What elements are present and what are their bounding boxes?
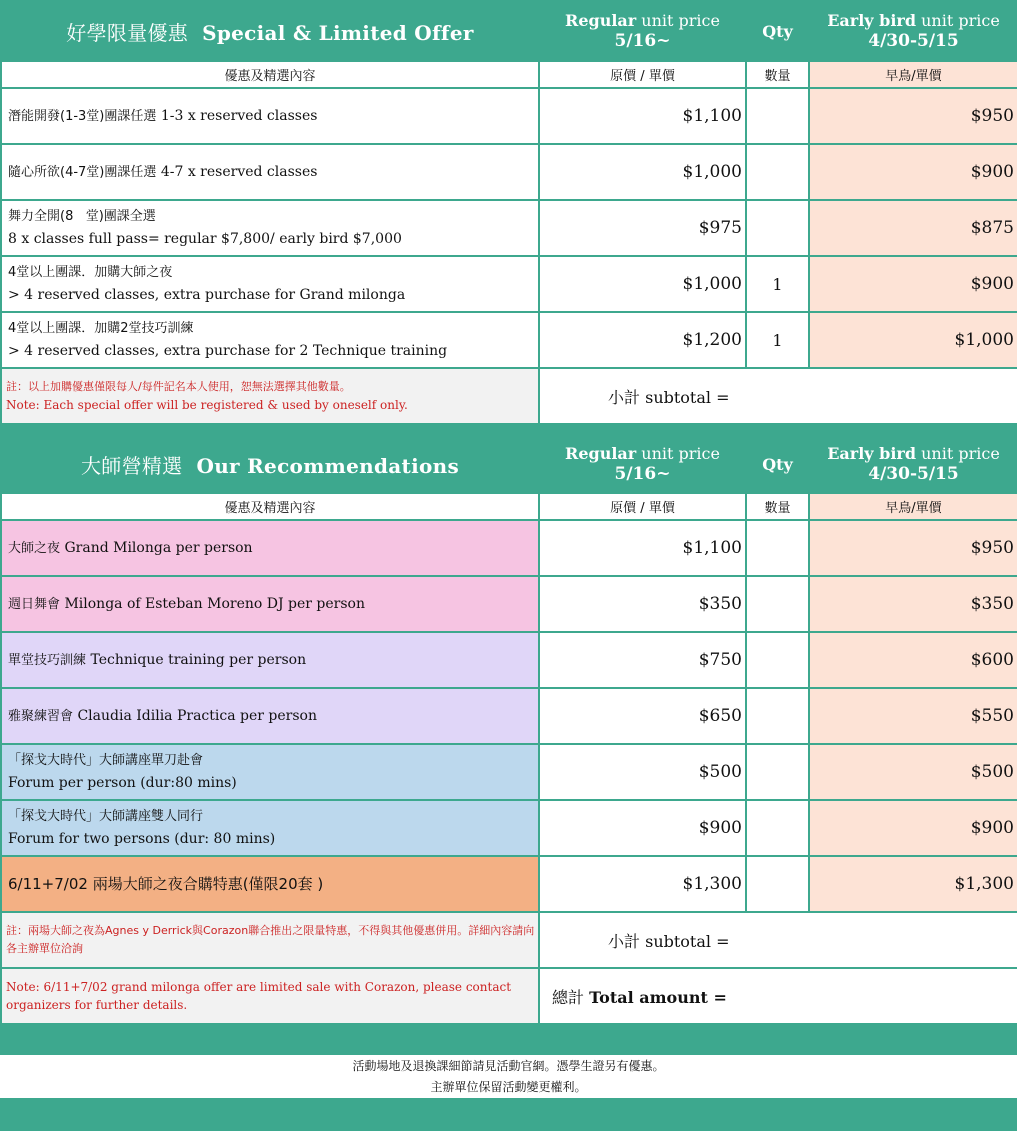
item-name-en: Milonga of Esteban Moreno DJ per person [60, 595, 365, 612]
item-name [1, 88, 539, 144]
offer-row [1, 520, 1017, 576]
early-bird-label: Early bird [827, 11, 917, 30]
item-name-en: Grand Milonga per person [60, 539, 253, 556]
qty-cell[interactable] [746, 200, 809, 256]
subheader-qty: 數量 [746, 493, 809, 520]
regular-price: $650 [539, 688, 746, 744]
offer-row [1, 312, 1017, 368]
early-bird-header [809, 1, 1017, 61]
regular-price: $750 [539, 632, 746, 688]
offer-row [1, 688, 1017, 744]
qty-cell[interactable] [746, 632, 809, 688]
item-name-zh: 大師之夜 [8, 540, 61, 556]
item-name [1, 576, 539, 632]
early-bird-price: $875 [809, 200, 1017, 256]
unit-price-label: unit price [636, 11, 720, 30]
offer-note-en [1, 968, 539, 1024]
early-bird-price: $500 [809, 744, 1017, 800]
offer-row [1, 856, 1017, 912]
item-name-zh: 舞力全開(8 堂)團課全選 [8, 209, 156, 224]
qty-cell[interactable] [746, 744, 809, 800]
offer-note-en-text: Note: 6/11+7/02 grand milonga offer are limited sale with Corazon, please contact organizers for further details. [6, 980, 512, 1012]
early-bird-price: $1,000 [809, 312, 1017, 368]
subheader-early: 早鳥/單價 [809, 61, 1017, 88]
regular-price: $1,300 [539, 856, 746, 912]
regular-price: $1,100 [539, 88, 746, 144]
item-name-zh: 「探戈大時代」大師講座單刀赴會 [8, 753, 204, 768]
qty-cell[interactable] [746, 856, 809, 912]
note-subtotal-row [1, 912, 1017, 968]
regular-date: 5/16~ [614, 464, 671, 484]
qty-cell[interactable] [746, 800, 809, 856]
early-bird-price: $1,300 [809, 856, 1017, 912]
subtotal-label-en: subtotal = [640, 387, 730, 407]
offer-row [1, 200, 1017, 256]
column-subheader [1, 61, 1017, 88]
subheader-regular: 原價 / 單價 [539, 61, 746, 88]
offer-note-zh-text: 註：兩場大師之夜為Agnes y Derrick與Corazon聯合推出之限量特惠，不得與其他優惠併用。詳細內容請向各主辦單位洽詢 [6, 924, 535, 955]
item-name-line2: > 4 reserved classes, extra purchase for Grand milonga [8, 287, 406, 303]
qty-cell[interactable] [746, 88, 809, 144]
qty-header: Qty [746, 1, 809, 61]
section-title-en: Our Recommendations [196, 453, 460, 478]
qty-cell[interactable]: 1 [746, 256, 809, 312]
offer-note-zh: 註：以上加購優惠僅限每人/每件記名本人使用，恕無法選擇其他數量。 [6, 380, 351, 393]
section-title [1, 1, 539, 61]
item-name [1, 200, 539, 256]
footer-notice [0, 1055, 1017, 1098]
item-name [1, 856, 539, 912]
offer-row [1, 800, 1017, 856]
recommendations-table [0, 434, 1017, 1025]
item-name-zh: 雅聚練習會 [8, 708, 74, 724]
special-offer-table [0, 0, 1017, 425]
early-bird-price: $900 [809, 800, 1017, 856]
subheader-regular: 原價 / 單價 [539, 493, 746, 520]
unit-price-label: unit price [916, 444, 1000, 463]
offer-row [1, 576, 1017, 632]
item-name-zh: 「探戈大時代」大師講座雙人同行 [8, 809, 204, 824]
footer-line-1: 活動場地及退換課細節請見活動官網。憑學生證另有優惠。 [352, 1059, 665, 1073]
item-name-line2: 8 x classes full pass= regular $7,800/ early bird $7,000 [8, 231, 402, 247]
regular-price: $1,000 [539, 256, 746, 312]
qty-cell[interactable] [746, 688, 809, 744]
regular-price: $1,100 [539, 520, 746, 576]
item-name [1, 688, 539, 744]
item-name [1, 520, 539, 576]
offer-row [1, 744, 1017, 800]
section-title [1, 435, 539, 493]
item-name [1, 256, 539, 312]
item-name-zh: 4堂以上團課．加購2堂技巧訓練 [8, 321, 194, 336]
regular-price: $1,000 [539, 144, 746, 200]
early-bird-label: Early bird [827, 444, 917, 463]
subtotal-field[interactable] [539, 368, 1017, 424]
early-bird-date: 4/30-5/15 [868, 31, 959, 51]
total-label-zh: 總計 [552, 987, 585, 1007]
regular-label: Regular [565, 11, 637, 30]
regular-price-header [539, 1, 746, 61]
item-name [1, 312, 539, 368]
item-name [1, 144, 539, 200]
subheader-item: 優惠及精選內容 [1, 493, 539, 520]
item-name-zh: 4堂以上團課．加購大師之夜 [8, 265, 173, 280]
section-title-zh: 大師營精選 [80, 453, 183, 478]
total-label-en: Total amount = [589, 987, 727, 1007]
qty-cell[interactable] [746, 520, 809, 576]
regular-price-header [539, 435, 746, 493]
qty-cell[interactable]: 1 [746, 312, 809, 368]
item-name-line2: > 4 reserved classes, extra purchase for 2 Technique training [8, 343, 448, 359]
qty-cell[interactable] [746, 144, 809, 200]
item-name-en: 4-7 x reserved classes [156, 163, 318, 180]
regular-price: $350 [539, 576, 746, 632]
early-bird-price: $350 [809, 576, 1017, 632]
qty-cell[interactable] [746, 576, 809, 632]
subheader-item: 優惠及精選內容 [1, 61, 539, 88]
section-title-zh: 好學限量優惠 [66, 20, 189, 45]
early-bird-header [809, 435, 1017, 493]
column-subheader [1, 493, 1017, 520]
offer-row [1, 256, 1017, 312]
item-name-line2: Forum for two persons (dur: 80 mins) [8, 831, 276, 847]
subtotal-label-zh: 小計 [608, 931, 641, 951]
regular-price: $975 [539, 200, 746, 256]
item-name-zh: 週日舞會 [8, 596, 61, 612]
note-subtotal-row [1, 368, 1017, 424]
subheader-early: 早鳥/單價 [809, 493, 1017, 520]
early-bird-price: $950 [809, 88, 1017, 144]
subtotal-field[interactable] [539, 912, 1017, 968]
total-amount-field[interactable] [539, 968, 1017, 1024]
recommendations-header [1, 435, 1017, 493]
section-title-en: Special & Limited Offer [202, 20, 474, 45]
regular-price: $900 [539, 800, 746, 856]
regular-price: $1,200 [539, 312, 746, 368]
early-bird-price: $900 [809, 144, 1017, 200]
early-bird-price: $950 [809, 520, 1017, 576]
subtotal-label-en: subtotal = [640, 931, 730, 951]
subtotal-label-zh: 小計 [608, 387, 641, 407]
subheader-qty: 數量 [746, 61, 809, 88]
item-name-zh: 6/11+7/02 兩場大師之夜合購特惠(僅限20套 ) [8, 874, 324, 893]
unit-price-label: unit price [636, 444, 720, 463]
item-name-en: Claudia Idilia Practica per person [73, 707, 317, 724]
offer-row [1, 632, 1017, 688]
special-offer-header [1, 1, 1017, 61]
footer-line-2: 主辦單位保留活動變更權利。 [430, 1080, 587, 1094]
item-name [1, 632, 539, 688]
early-bird-date: 4/30-5/15 [868, 464, 959, 484]
regular-price: $500 [539, 744, 746, 800]
offer-row [1, 88, 1017, 144]
item-name-en: 1-3 x reserved classes [156, 107, 318, 124]
unit-price-label: unit price [916, 11, 1000, 30]
note-total-row [1, 968, 1017, 1024]
offer-note-en: Note: Each special offer will be registered & used by oneself only. [6, 398, 408, 412]
regular-date: 5/16~ [614, 31, 671, 51]
item-name-line2: Forum per person (dur:80 mins) [8, 775, 237, 791]
item-name-zh: 單堂技巧訓練 [8, 652, 87, 668]
item-name [1, 744, 539, 800]
offer-note [1, 368, 539, 424]
item-name-zh: 潛能開發(1-3堂)團課任選 [8, 108, 157, 124]
item-name-zh: 隨心所欲(4-7堂)團課任選 [8, 164, 157, 180]
early-bird-price: $550 [809, 688, 1017, 744]
item-name [1, 800, 539, 856]
qty-header: Qty [746, 435, 809, 493]
regular-label: Regular [565, 444, 637, 463]
item-name-en: Technique training per person [86, 651, 307, 668]
offer-note-zh [1, 912, 539, 968]
early-bird-price: $900 [809, 256, 1017, 312]
early-bird-price: $600 [809, 632, 1017, 688]
offer-row [1, 144, 1017, 200]
